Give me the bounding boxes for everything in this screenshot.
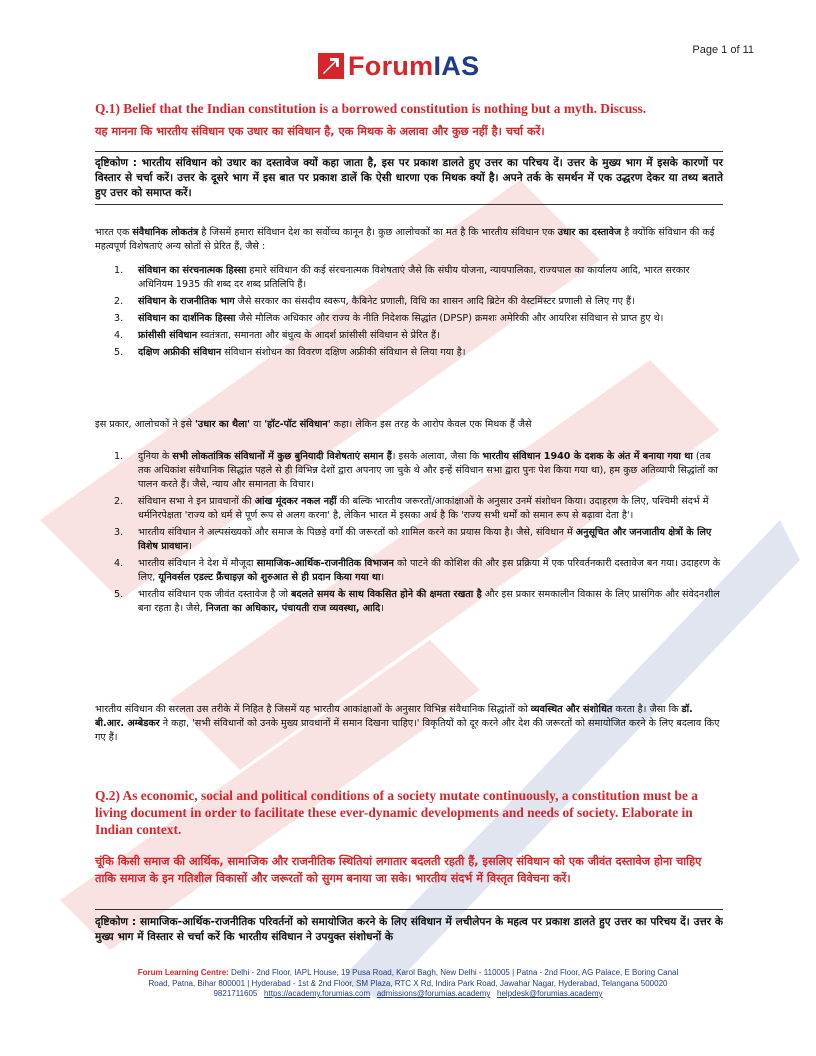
list-number: 3.: [114, 527, 124, 538]
q2-approach: दृष्टिकोण : सामाजिक-आर्थिक-राजनीतिक परिवर्तनों को समायोजित करने के लिए संविधान में लचीलेपन के महत्व पर प्रकाश डालते हुए उत्तर का परिचय दें। उत्तर के मुख्य भाग में विस्तार से चर्चा करें कि भारतीय संविधान ने उपयुक्त संशोधनों के: [95, 916, 723, 943]
list-item-text: (तब तक अधिकांश संवैधानिक सिद्धांत पहले से ही विभिन्न देशों द्वारा अपनाए जा चुके थे और इन्हें संविधान सभा द्वारा पुनः पेश किया गया था), हम कुछ अतिव्यापी सिद्धांतों का पालन करते हैं। जैसे, न्याय और समानता के विचार।: [138, 451, 718, 490]
list-item-text: संविधान सभा ने इन प्रावधानों की: [138, 496, 255, 507]
list-item-bold: संविधान का दार्शनिक हिस्सा: [138, 313, 236, 324]
list-item-bold: सामाजिक-आर्थिक-राजनीतिक विभाजन: [256, 558, 394, 569]
q1-myth-mid: या: [250, 419, 265, 430]
list-item-text: और इस प्रकार समकालीन विकास के लिए प्रासंगिक और संवेदनशील बना रहता है। जैसे,: [138, 589, 720, 614]
q1-intro-post: है क्योंकि संविधान की कई महत्वपूर्ण विशेषताएं अन्य स्रोतों से प्रेरित हैं, जैसे :: [95, 227, 715, 252]
q1-myth-post: कहा। लेकिन इस तरह के आरोप केवल एक मिथक हैं जैसे: [330, 419, 532, 430]
list-item: [100, 588, 723, 616]
conclusion-text: ने कहा, 'सभी संविधानों को उनके मुख्य प्रावधानों में समान दिखना चाहिए।' विकृतियों को दूर करने और देश की जरूरतों को समायोजित करने के लिए बदलाव किए गए हैं।: [95, 718, 720, 743]
q1-intro-paragraph: [95, 226, 723, 254]
list-item-bold: अनुसूचित और जनजातीय क्षेत्रों के लिए विशेष प्रावधान: [138, 527, 712, 552]
list-number: 1.: [114, 451, 124, 462]
footer-helpdesk-link[interactable]: helpdesk@forumias.academy: [497, 989, 603, 998]
footer: [88, 968, 728, 1000]
list-item: [100, 346, 723, 360]
conclusion-text: भारतीय संविधान की सरलता उस तरीके में निहित है जिसमें यह भारतीय आकांक्षाओं के अनुसार विभिन्न संवैधानिक सिद्धांतों को: [95, 704, 531, 715]
q1-bottom-divider: [95, 204, 723, 205]
list-number: 2.: [114, 296, 124, 307]
list-item-bold: भारतीय संविधान 1940 के दशक के अंत में बनाया गया था: [482, 451, 693, 462]
list-item-text: ।: [380, 603, 384, 614]
q1-borrowed-list: [100, 264, 723, 363]
logo-text-ias: IAS: [433, 50, 480, 81]
q1-myth-bold-1: 'उधार का थैला': [195, 419, 251, 430]
list-item-bold: सभी लोकतांत्रिक संविधानों में कुछ बुनियादी विशेषताएं समान हैं: [172, 451, 392, 462]
list-item: [100, 264, 723, 292]
q1-top-divider: [95, 151, 723, 152]
list-item-text: ।: [188, 541, 192, 552]
list-item-text: ।: [380, 572, 385, 583]
q1-intro-mid: है जिसमें हमारा संविधान देश का सर्वोच्च कानून है। कुछ आलोचकों का मत है कि भारतीय संविधान एक: [198, 227, 558, 238]
q1-intro-bold-borrowed: उधार का दस्तावेज: [557, 227, 622, 238]
list-item: [100, 526, 723, 554]
list-item: [100, 295, 723, 309]
list-number: 4.: [114, 330, 124, 341]
list-item-text: दुनिया के: [138, 451, 173, 462]
list-item-text: हमारे संविधान की कई संरचनात्मक विशेषताएं जैसे कि संघीय योजना, न्यायपालिका, राज्यपाल का कार्यालय आदि, भारत सरकार अधिनियम 1935 की शब्द दर शब्द प्रतिलिपि हैं।: [138, 265, 690, 290]
list-item-bold: बदलते समय के साथ विकसित होने की क्षमता रखता है: [291, 589, 482, 600]
page-number: Page 1 of 11: [692, 44, 754, 56]
q1-question-english: Q.1) Belief that the Indian constitution is a borrowed constitution is nothing but a myth. Discuss.: [95, 101, 647, 116]
list-item-text: स्वतंत्रता, समानता और बंधुत्व के आदर्श फ्रांसीसी संविधान से प्रेरित हैं।: [197, 330, 440, 341]
list-item-text: । इसके अलावा, जैसा कि: [391, 451, 483, 462]
list-item-bold: संविधान के राजनीतिक भाग: [138, 296, 235, 307]
list-item: [100, 495, 723, 523]
q1-conclusion: [95, 703, 723, 745]
list-number: 1.: [114, 265, 124, 276]
footer-address-2: Road, Patna, Bihar 800001 | Hyderabad - 1st & 2nd Floor, SM Plaza, RTC X Rd, Indira Park Road, Jawahar Nagar, Hyderabad, Telangana 500020: [148, 978, 668, 988]
list-number: 4.: [114, 558, 124, 569]
list-item: [100, 450, 723, 492]
q1-intro-pre: भारत एक: [95, 227, 133, 238]
conclusion-bold: डॉ. बी.आर. अम्बेडकर: [95, 704, 693, 729]
q2-top-divider: [95, 909, 723, 910]
list-item-text: भारतीय संविधान ने अल्पसंख्यकों और समाज के पिछड़े वर्गों की जरूरतों को शामिल करने का प्रयास किया है। जैसे, संविधान में: [138, 527, 576, 538]
footer-address-line-1: [88, 968, 728, 979]
list-item: [100, 312, 723, 326]
q1-question-hindi: यह मानना कि भारतीय संविधान एक उधार का संविधान है, एक मिथक के अलावा और कुछ नहीं है। चर्चा करें।: [95, 125, 545, 138]
q1-myth-bold-2: 'हॉट-पॉट संविधान': [264, 419, 331, 430]
list-item-text: जैसे सरकार का संसदीय स्वरूप, कैबिनेट प्रणाली, विधि का शासन आदि ब्रिटेन की वेस्टमिंस्टर प्रणाली से लिए गए हैं।: [234, 296, 635, 307]
forumias-logo: [318, 48, 498, 84]
footer-academy-link[interactable]: https://academy.forumias.com: [264, 989, 371, 998]
list-item-text: को पाटने की कोशिश की और इस प्रक्रिया में एक परिवर्तनकारी दस्तावेज बन गया। उदाहरण के लिए,: [138, 558, 721, 583]
footer-phone: 9821711605: [213, 989, 258, 998]
q1-reasons-list: [100, 450, 723, 619]
list-number: 5.: [114, 589, 124, 600]
q1-intro-bold-democracy: संवैधानिक लोकतंत्र: [132, 227, 199, 238]
list-item-text: भारतीय संविधान ने देश में मौजूदा: [138, 558, 257, 569]
list-item: [100, 557, 723, 585]
list-item-text: संविधान संशोधन का विवरण दक्षिण अफ्रीकी संविधान से लिया गया है।: [221, 347, 466, 358]
conclusion-text: करता है। जैसा कि: [612, 704, 682, 715]
list-item-bold: दक्षिण अफ्रीकी संविधान: [138, 347, 222, 358]
list-item-bold: यूनिवर्सल एडल्ट फ्रैंचाइज़ को शुरुआत से ही प्रदान किया गया था: [158, 572, 381, 583]
list-item-text: जैसे मौलिक अधिकार और राज्य के नीति निदेशक सिद्धांत (DPSP) क्रमशः अमेरिकी और आयरिश संविधान से प्राप्त हुए थे।: [235, 313, 664, 324]
q1-myth-pre: इस प्रकार, आलोचकों ने इसे: [95, 419, 195, 430]
footer-admissions-link[interactable]: admissions@forumias.academy: [376, 989, 491, 998]
list-item-bold: निजता का अधिकार, पंचायती राज व्यवस्था, आदि: [205, 603, 381, 614]
conclusion-bold: व्यवस्थित और संशोधित: [530, 704, 613, 715]
q1-approach: दृष्टिकोण : भारतीय संविधान को उधार का दस्तावेज क्यों कहा जाता है, इस पर प्रकाश डालते हुए उत्तर का परिचय दें। उत्तर के मुख्य भाग में इसके कारणों पर विस्तार से चर्चा करें। उत्तर के दूसरे भाग में इस बात पर प्रकाश डालें कि ऐसी धारणा एक मिथक क्यों है। अपने तर्क के समर्थन में एक उद्धरण देकर या तथ्य बताते हुए उत्तर को समाप्त करें।: [95, 157, 723, 199]
list-item-text: की बल्कि भारतीय जरूरतों/आकांक्षाओं के अनुसार उनमें संशोधन किया। उदाहरण के लिए, पश्चिमी संदर्भ में धर्मनिरपेक्षता 'राज्य को धर्म से पूर्ण रूप से अलग करना' है, लेकिन भारत में इसका अर्थ है कि 'राज्य सभी धर्मों को समान रूप से बढ़ावा देता है'।: [138, 496, 709, 521]
list-number: 2.: [114, 496, 124, 507]
q2-question-english: Q.2) As economic, social and political conditions of a society mutate continuously, a constitution must be a living document in order to facilitate these ever-dynamic developments and needs of society. Elaborate in Indian context.: [95, 788, 698, 837]
list-item-text: भारतीय संविधान एक जीवंत दस्तावेज है जो: [138, 589, 292, 600]
list-number: 5.: [114, 347, 124, 358]
list-item-bold: फ्रांसीसी संविधान: [138, 330, 198, 341]
list-number: 3.: [114, 313, 124, 324]
logo-arrow-icon: [318, 53, 344, 79]
footer-contact-line: [88, 989, 728, 1000]
footer-brand: Forum Learning Centre:: [137, 968, 229, 977]
q1-myth-paragraph: [95, 418, 723, 432]
list-item: [100, 329, 723, 343]
list-item-bold: संविधान का संरचनात्मक हिस्सा: [138, 265, 247, 276]
footer-address-1: Delhi - 2nd Floor, IAPL House, 19 Pusa Road, Karol Bagh, New Delhi - 110005 | Patna - 2nd Floor, AG Palace, E Boring Canal: [228, 968, 679, 977]
list-item-bold: आंख मूंदकर नकल नहीं: [254, 496, 337, 507]
q2-question-hindi: चूंकि किसी समाज की आर्थिक, सामाजिक और राजनीतिक स्थितियां लगातार बदलती रहती हैं, इसलिए संविधान को एक जीवंत दस्तावेज होना चाहिए ताकि समाज के इन गतिशील विकासों और जरूरतों को सुगम बनाया जा सके। भारतीय संदर्भ में विस्तृत विवेचना करें।: [95, 855, 702, 885]
logo-text-forum: Forum: [348, 50, 434, 81]
